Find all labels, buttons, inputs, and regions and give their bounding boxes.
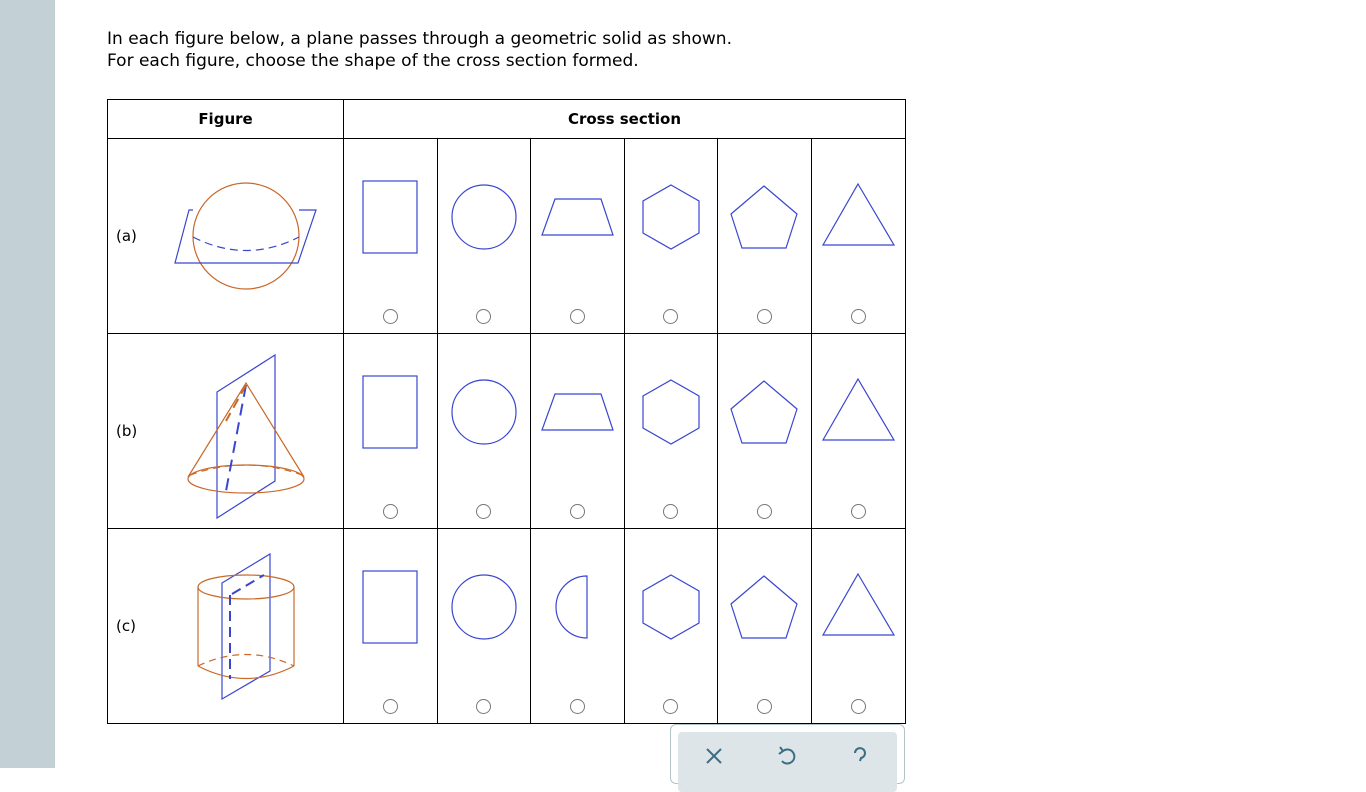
- answer-toolbar: [670, 724, 905, 784]
- choice-cell-circle: [438, 139, 531, 334]
- choice-cell-rectangle: [344, 334, 438, 529]
- figure-cell-c: [108, 529, 344, 724]
- radio-rectangle[interactable]: [383, 309, 398, 324]
- hexagon-icon: [625, 139, 718, 333]
- hexagon-icon: [625, 529, 718, 723]
- row-label-c: (c): [116, 617, 136, 635]
- choice-cell-hexagon: [625, 529, 718, 724]
- clear-button[interactable]: [694, 746, 734, 786]
- choice-cell-trapezoid: [531, 139, 625, 334]
- circle-icon: [438, 139, 531, 333]
- choice-cell-circle: [438, 529, 531, 724]
- semicircle-icon: [531, 529, 625, 723]
- choice-cell-triangle: [812, 334, 906, 529]
- radio-triangle[interactable]: [851, 699, 866, 714]
- toolbar-inner: [678, 732, 897, 792]
- cone-with-vertical-plane-icon: [168, 342, 328, 522]
- radio-hexagon[interactable]: [663, 504, 678, 519]
- pentagon-icon: [718, 334, 812, 528]
- table-row: [108, 334, 906, 529]
- radio-circle[interactable]: [476, 504, 491, 519]
- header-figure: Figure: [108, 100, 344, 139]
- choice-cell-triangle: [812, 529, 906, 724]
- radio-rectangle[interactable]: [383, 699, 398, 714]
- rectangle-icon: [344, 334, 438, 528]
- figure-cell-b: [108, 334, 344, 529]
- hexagon-icon: [625, 334, 718, 528]
- choice-cell-circle: [438, 334, 531, 529]
- choice-cell-rectangle: [344, 139, 438, 334]
- figure-cell-a: [108, 139, 344, 334]
- pentagon-icon: [718, 529, 812, 723]
- radio-pentagon[interactable]: [757, 504, 772, 519]
- radio-rectangle[interactable]: [383, 504, 398, 519]
- row-label-b: (b): [116, 422, 138, 440]
- choice-cell-pentagon: [718, 139, 812, 334]
- rectangle-icon: [344, 529, 438, 723]
- radio-trapezoid[interactable]: [570, 504, 585, 519]
- radio-pentagon[interactable]: [757, 309, 772, 324]
- radio-hexagon[interactable]: [663, 309, 678, 324]
- triangle-icon: [812, 334, 906, 528]
- sphere-with-horizontal-plane-icon: [168, 147, 328, 327]
- radio-trapezoid[interactable]: [570, 309, 585, 324]
- left-rail: [0, 0, 55, 768]
- table-row: [108, 139, 906, 334]
- undo-icon: [777, 746, 797, 766]
- choice-cell-hexagon: [625, 139, 718, 334]
- radio-circle[interactable]: [476, 309, 491, 324]
- choice-cell-hexagon: [625, 334, 718, 529]
- choice-cell-trapezoid: [531, 334, 625, 529]
- choice-cell-rectangle: [344, 529, 438, 724]
- choice-cell-semicircle: [531, 529, 625, 724]
- question-prompt: [107, 28, 732, 72]
- circle-icon: [438, 334, 531, 528]
- choice-cell-triangle: [812, 139, 906, 334]
- radio-triangle[interactable]: [851, 309, 866, 324]
- triangle-icon: [812, 139, 906, 333]
- radio-triangle[interactable]: [851, 504, 866, 519]
- help-button[interactable]: [840, 746, 880, 786]
- radio-pentagon[interactable]: [757, 699, 772, 714]
- radio-semicircle[interactable]: [570, 699, 585, 714]
- row-label-a: (a): [116, 227, 137, 245]
- radio-hexagon[interactable]: [663, 699, 678, 714]
- prompt-line-2: For each figure, choose the shape of the cross section formed.: [107, 51, 639, 71]
- help-icon: [850, 746, 870, 766]
- cross-section-table: [107, 99, 906, 724]
- trapezoid-icon: [531, 139, 625, 333]
- cylinder-with-vertical-plane-icon: [168, 537, 328, 717]
- triangle-icon: [812, 529, 906, 723]
- radio-circle[interactable]: [476, 699, 491, 714]
- choice-cell-pentagon: [718, 529, 812, 724]
- table-row: [108, 529, 906, 724]
- circle-icon: [438, 529, 531, 723]
- prompt-line-1: In each figure below, a plane passes through a geometric solid as shown.: [107, 29, 732, 49]
- rectangle-icon: [344, 139, 438, 333]
- trapezoid-icon: [531, 334, 625, 528]
- close-icon: [704, 746, 724, 766]
- choice-cell-pentagon: [718, 334, 812, 529]
- undo-button[interactable]: [767, 746, 807, 786]
- header-cross-section: Cross section: [344, 100, 906, 139]
- pentagon-icon: [718, 139, 812, 333]
